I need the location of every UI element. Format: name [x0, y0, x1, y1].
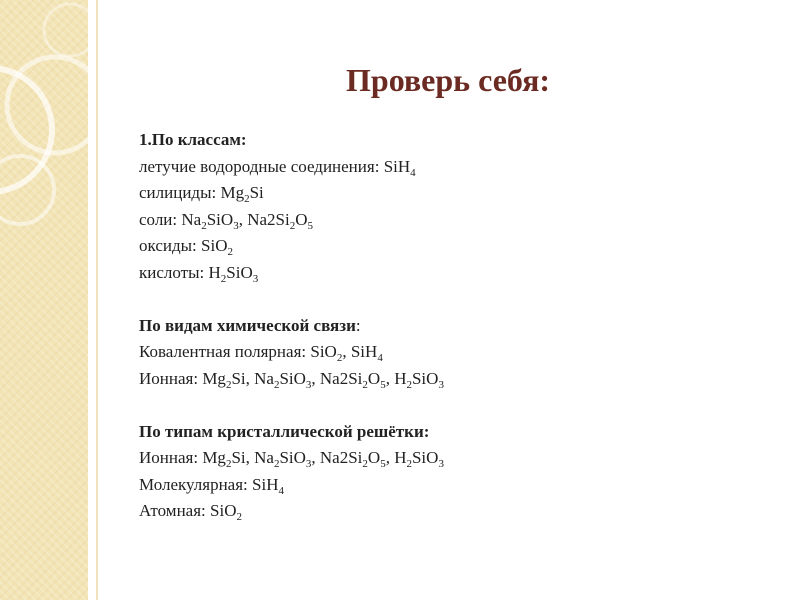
formula-subscript: 2 [362, 458, 368, 470]
formula-text: SiO [226, 262, 253, 282]
formula-subscript: 2 [406, 378, 412, 391]
spacer [139, 392, 699, 419]
formula-text: Na [181, 209, 202, 229]
line-label: Атомная: [139, 501, 211, 520]
slide-title: Проверь себя: [346, 62, 551, 98]
section-heading-classes: 1.По классам: [139, 130, 247, 149]
formula-text: Si, Na [231, 448, 274, 467]
formula-text: SiO [279, 368, 306, 388]
line-label: силициды: [139, 183, 221, 202]
formula-subscript: 2 [406, 458, 412, 470]
formula-text: O [295, 209, 308, 229]
formula-text: SiO [279, 448, 306, 467]
formula-text: SiO [411, 448, 439, 467]
line-label: соли: [139, 209, 182, 229]
decorative-circle [0, 68, 52, 192]
line-label: Молекулярная: [139, 474, 253, 494]
formula-subscript: 2 [220, 272, 227, 285]
formula-text: SiO [310, 342, 337, 361]
decorative-circle [44, 4, 88, 56]
formula-subscript: 2 [336, 352, 343, 364]
formula-subscript: 5 [380, 458, 386, 470]
text-line [139, 445, 699, 472]
line-label: оксиды: [139, 236, 202, 255]
formula-text: SiO [206, 209, 234, 229]
formula-text: , H [385, 368, 407, 388]
formula-text: Mg [202, 368, 226, 388]
formula-subscript: 2 [225, 378, 232, 391]
formula-subscript: 4 [377, 352, 383, 364]
slide-content [139, 127, 699, 525]
formula-subscript: 2 [225, 458, 232, 470]
section-heading-bonds-colon: : [355, 315, 361, 335]
formula-subscript: 5 [380, 378, 386, 391]
text-line [139, 233, 699, 260]
formula-subscript: 3 [305, 458, 312, 470]
line-label: Ионная: [139, 448, 203, 467]
formula-subscript: 2 [236, 511, 242, 523]
formula-subscript: 4 [278, 484, 284, 497]
formula-text: Si [249, 183, 264, 202]
side-divider [96, 0, 98, 600]
formula-text: SiO [210, 501, 237, 520]
formula-text: , Na2Si [311, 448, 363, 467]
formula-subscript: 3 [233, 219, 239, 232]
text-line [139, 154, 699, 181]
formula-text: SiH [252, 474, 279, 494]
decorative-side-panel [0, 0, 88, 600]
formula-text: SiH [383, 156, 411, 176]
formula-text: Mg [220, 183, 245, 202]
text-line [139, 180, 699, 207]
formula-text: Si, Na [231, 368, 274, 388]
formula-subscript: 5 [307, 219, 313, 232]
text-line [139, 366, 699, 393]
formula-subscript: 2 [201, 219, 207, 232]
formula-subscript: 3 [252, 272, 259, 285]
formula-subscript: 4 [410, 166, 416, 179]
formula-text: , H [385, 448, 407, 467]
decorative-circles-graphic [0, 0, 88, 600]
line-label: летучие водородные соединения: [139, 156, 384, 176]
text-line [139, 260, 699, 287]
spacer [139, 286, 699, 313]
text-line [139, 472, 699, 499]
text-line [139, 207, 699, 234]
formula-text: , Na2Si [238, 209, 290, 229]
formula-text: , SiH [342, 342, 378, 361]
text-line [139, 339, 699, 366]
formula-text: O [367, 448, 381, 467]
formula-text: Mg [202, 448, 226, 467]
formula-subscript: 3 [438, 458, 444, 470]
formula-subscript: 3 [438, 378, 444, 391]
formula-subscript: 2 [289, 219, 296, 232]
formula-text: H [208, 262, 221, 282]
formula-text: , Na2Si [311, 368, 363, 388]
formula-subscript: 2 [227, 246, 233, 258]
line-label: Ионная: [139, 368, 203, 388]
section-heading-bonds-text: По видам химической связи [139, 315, 356, 335]
formula-subscript: 2 [273, 458, 280, 470]
section-heading-lattice: По типам кристаллической решётки: [139, 421, 430, 441]
formula-text: O [367, 368, 381, 388]
formula-text: SiO [201, 236, 228, 255]
formula-text: SiO [411, 368, 439, 388]
text-line [139, 498, 699, 525]
line-label: кислоты: [139, 262, 209, 282]
formula-subscript: 2 [273, 378, 280, 391]
formula-subscript: 2 [362, 378, 368, 391]
formula-subscript: 3 [305, 378, 312, 391]
section-heading-bonds [139, 313, 699, 340]
line-label: Ковалентная полярная: [139, 342, 311, 361]
formula-subscript: 2 [244, 193, 250, 205]
